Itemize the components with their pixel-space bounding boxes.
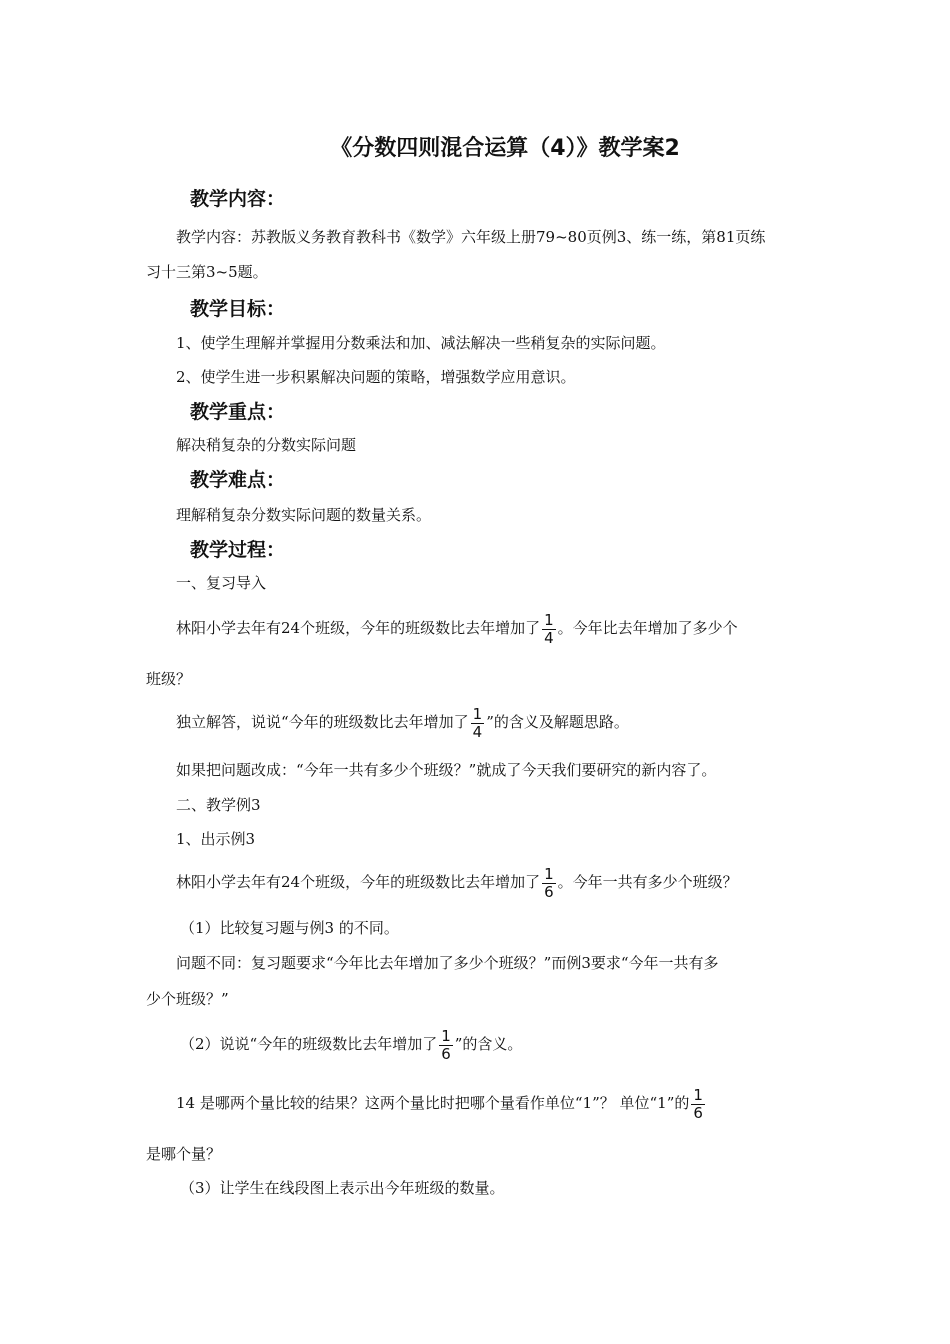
process-part-2: 二、教学例3 [176, 796, 261, 814]
question-text-b: 是哪个量？ [146, 1145, 222, 1163]
key-text: 解决稍复杂的分数实际问题 [176, 436, 357, 454]
fraction-one-quarter: $\frac{1}{4}$ [472, 704, 483, 741]
review-text-a: 林阳小学去年有24个班级，今年的班级数比去年增加了 [176, 619, 541, 637]
heading-key: 教学重点： [190, 401, 286, 423]
explain-text-a: 独立解答，说说“今年的班级数比去年增加了 [176, 713, 469, 731]
explain-line [176, 704, 629, 741]
review-text-b: 。今年比去年增加了多少个 [557, 619, 738, 637]
step-3: （3）让学生在线段图上表示出今年班级的数量。 [180, 1179, 505, 1197]
question-line [176, 1085, 707, 1122]
example-3-text-b: 。今年一共有多少个班级？ [557, 873, 738, 891]
question-text-a: 14 是哪两个量比较的结果？这两个量比时把哪个量看作单位“1”？ 单位“1”的 [176, 1094, 690, 1112]
difference-line-2: 少个班级？” [146, 990, 229, 1008]
change-question: 如果把问题改成：“今年一共有多少个班级？”就成了今天我们要研究的新内容了。 [176, 761, 717, 779]
example-3-text-a: 林阳小学去年有24个班级，今年的班级数比去年增加了 [176, 873, 541, 891]
fraction-one-quarter: $\frac{1}{4}$ [544, 610, 554, 647]
process-part-1: 一、复习导入 [176, 574, 267, 592]
fraction-one-sixth: $\frac{1}{6}$ [441, 1026, 451, 1063]
fraction-one-sixth: $\frac{1}{6}$ [544, 864, 554, 901]
content-line-2: 习十三第3~5题。 [146, 263, 268, 281]
fraction-one-sixth: $\frac{1}{6}$ [693, 1085, 703, 1122]
heading-difficulty: 教学难点： [190, 469, 286, 491]
say-text-b: ”的含义。 [454, 1035, 523, 1053]
example-3-question [176, 864, 738, 901]
heading-content: 教学内容： [190, 188, 286, 210]
content-line-1: 教学内容：苏教版义务教育教科书《数学》六年级上册79~80页例3、练一练，第81页练 [176, 228, 766, 246]
difference-line-1: 问题不同：复习题要求“今年比去年增加了多少个班级？”而例3要求“今年一共有多 [176, 954, 719, 972]
heading-goals: 教学目标： [190, 298, 286, 320]
explain-text-b: ”的含义及解题思路。 [486, 713, 629, 731]
goal-item-2: 2、使学生进一步积累解决问题的策略，增强数学应用意识。 [176, 368, 576, 386]
compare-step: （1）比较复习题与例3 的不同。 [180, 919, 399, 937]
document-title: 《分数四则混合运算（4）》教学案2 [330, 136, 680, 161]
difficulty-text: 理解稍复杂分数实际问题的数量关系。 [176, 506, 432, 524]
review-text-c: 班级？ [146, 670, 192, 688]
review-question [176, 610, 738, 647]
say-meaning-line [180, 1026, 522, 1063]
say-text-a: （2）说说“今年的班级数比去年增加了 [180, 1035, 438, 1053]
goal-item-1: 1、使学生理解并掌握用分数乘法和加、减法解决一些稍复杂的实际问题。 [176, 334, 666, 352]
heading-process: 教学过程： [190, 539, 286, 561]
show-example: 1、出示例3 [176, 830, 256, 848]
